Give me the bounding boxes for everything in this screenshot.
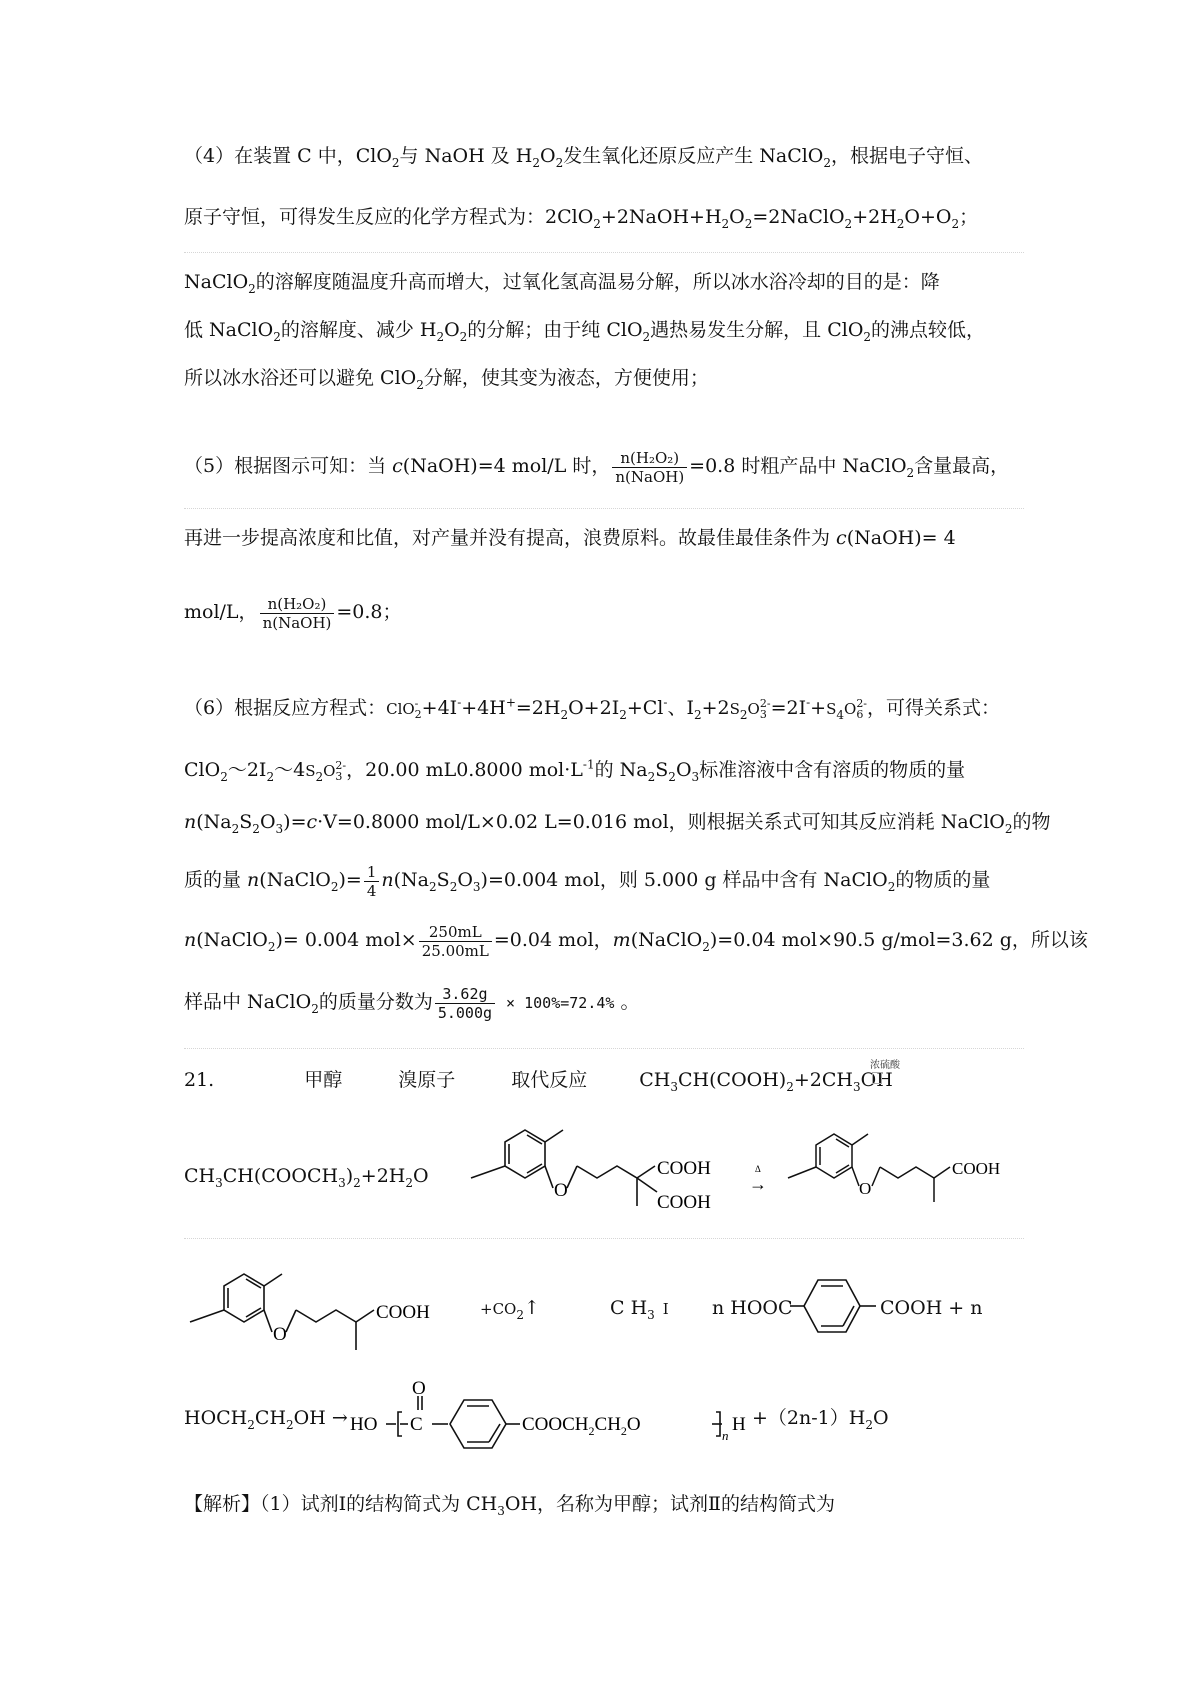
cooh-label: COOH — [657, 1192, 711, 1213]
p4-line-4: 低 NaClO$_2$的溶解度、减少 $H_2O_2$的分解；由于纯 ClO$_2$遇热易发生分解，且 ClO$_2$的沸点较低， — [184, 319, 986, 344]
ether-oxygen-label: O — [554, 1180, 568, 1201]
p5-line-1: （5）根据图示可知：当 c(NaOH)=4 mol/L 时， $\frac{\text{n(H₂O₂)}}{\text{n(NaOH)}}$ =0.8 时粗产品中 NaClO$_2$含量最高， — [184, 448, 1010, 486]
divider — [184, 1238, 1024, 1239]
co2-product: $+CO_2↑$ — [480, 1297, 540, 1322]
product-acid-structure — [184, 1254, 484, 1364]
polymer-n-label: n — [722, 1428, 729, 1443]
p6-line-3: $n(Na_2S_2O_3)=c\cdot V=0.8000$ mol/L×0.02 L=0.016 mol，则根据关系式可知其反应消耗 NaClO$_2$的物 — [184, 811, 1051, 836]
p4-line-2: 原子守恒，可得发生反应的化学方程式为：$2ClO_2+2NaOH+H_2O_2=2NaClO_2+2H_2O+O_2$； — [184, 206, 979, 231]
reversible-arrow-icon — [872, 1072, 882, 1084]
p6-line-2: $ClO_2\sim 2I_2\sim 4S_2O$ 2- 3 ，20.00 mL0.8000 $mol\cdot L^{-1}$的 $Na_2S_2O_3$标准溶液中含有溶质的物质的量 — [184, 757, 966, 784]
terminal-h-label: H — [732, 1414, 746, 1435]
q21-line-2: $CH_3CH(COOCH_3)_2+2H_2O$ — [184, 1165, 429, 1190]
water-byproduct: $+(2n-1)H_2O$ — [752, 1407, 889, 1432]
ether-oxygen-label: O — [273, 1324, 287, 1345]
p6-line-1: （6）根据反应方程式：ClO - 2 $+4I^-+4H^+=2H_2O+2I_2+Cl^-$、$I_2+2S_2O$ 2- 3 $=2I^-+S_4O$ 2- 6 ，可得关系式： — [184, 695, 1001, 722]
p5-line-3: mol/L， $\frac{\text{n(H₂O₂)}}{\text{n(NaOH)}}$ =0.8； — [184, 594, 402, 632]
p4-line-1: （4）在装置 C 中，ClO$_2$与 NaOH 及 $H_2O_2$发生氧化还原反应产生 NaClO$_2$，根据电子守恒、 — [184, 145, 984, 170]
p4-line-3: NaClO$_2$的溶解度随温度升高而增大，过氧化氢高温易分解，所以冰水浴冷却的目的是：降 — [184, 271, 940, 296]
dicarboxylic-acid-structure — [465, 1110, 765, 1230]
ho-label: HO — [350, 1414, 378, 1435]
p4-line-5: 所以冰水浴还可以避免 ClO$_2$分解，使其变为液态，方便使用； — [184, 367, 709, 392]
cooh-label: COOH — [952, 1159, 1001, 1178]
fraction-volume-ratio: $\frac{250mL}{25.00mL}$ — [419, 923, 492, 960]
analysis-line: 【解析】（1）试剂Ⅰ的结构简式为 $CH_3OH$，名称为甲醇；试剂Ⅱ的结构简式为 — [184, 1493, 835, 1518]
p6-line-6: 样品中 NaClO$_2$的质量分数为 $\frac{3.62g}{5.000g}$ × 100%=72.4% 。 — [184, 984, 640, 1022]
fraction-h2o2-naoh: $\frac{\text{n(H₂O₂)}}{\text{n(NaOH)}}$ — [612, 449, 687, 486]
p5-line-2: 再进一步提高浓度和比值，对产量并没有提高，浪费原料。故最佳最佳条件为 c(NaOH)= 4 — [184, 527, 956, 549]
divider — [184, 1048, 1024, 1049]
fraction-h2o2-naoh: $\frac{\text{n(H₂O₂)}}{\text{n(NaOH)}}$ — [260, 595, 335, 632]
fraction-one-quarter: $\frac{1}{4}$ — [364, 863, 380, 900]
cooh-n-label: COOH + n — [880, 1297, 983, 1319]
heat-delta-label: Δ — [755, 1164, 761, 1174]
ethylene-glycol: $HOCH_2CH_2OH$ → — [184, 1407, 348, 1432]
benzene-ring-icon — [788, 1272, 878, 1342]
p6-line-5: n(NaClO$_2$)= 0.004 mol× $\frac{250mL}{25.00mL}$ =0.04 mol，m(NaClO$_2$)=0.04 mol×90.5 g/mol=3.62 g，所以该 — [184, 922, 1088, 960]
divider — [184, 508, 1024, 509]
ether-oxygen-label: O — [859, 1179, 872, 1198]
divider — [184, 252, 1024, 253]
cooh-label: COOH — [376, 1302, 430, 1323]
ch3i-answer: C $H_3$ I — [610, 1297, 669, 1322]
carbonyl-oxygen-label: O — [412, 1378, 426, 1399]
n-hooc-label: n HOOC — [712, 1297, 793, 1319]
p6-line-4: 质的量 n(NaClO$_2$)= $\frac{1}{4}$ $n(Na_2S_2O_3)=0.004$ mol，则 5.000 g 样品中含有 NaClO$_2$的物质的量 — [184, 862, 991, 900]
fraction-mass-ratio: $\frac{3.62g}{5.000g}$ — [435, 985, 495, 1022]
monocarboxylic-acid-structure — [784, 1120, 1014, 1220]
reaction-arrow: → — [749, 1174, 767, 1194]
condition-conc-sulfuric-acid: 浓硫酸 — [870, 1060, 900, 1071]
carbon-label: C — [410, 1414, 423, 1435]
ester-label: $COOCH_2CH_2O$ — [522, 1414, 641, 1438]
cooh-label: COOH — [657, 1158, 711, 1179]
q21-line-1: 21. 甲醇 溴原子 取代反应 $CH_3CH(COOH)_2+2CH_3OH$ — [184, 1069, 893, 1094]
